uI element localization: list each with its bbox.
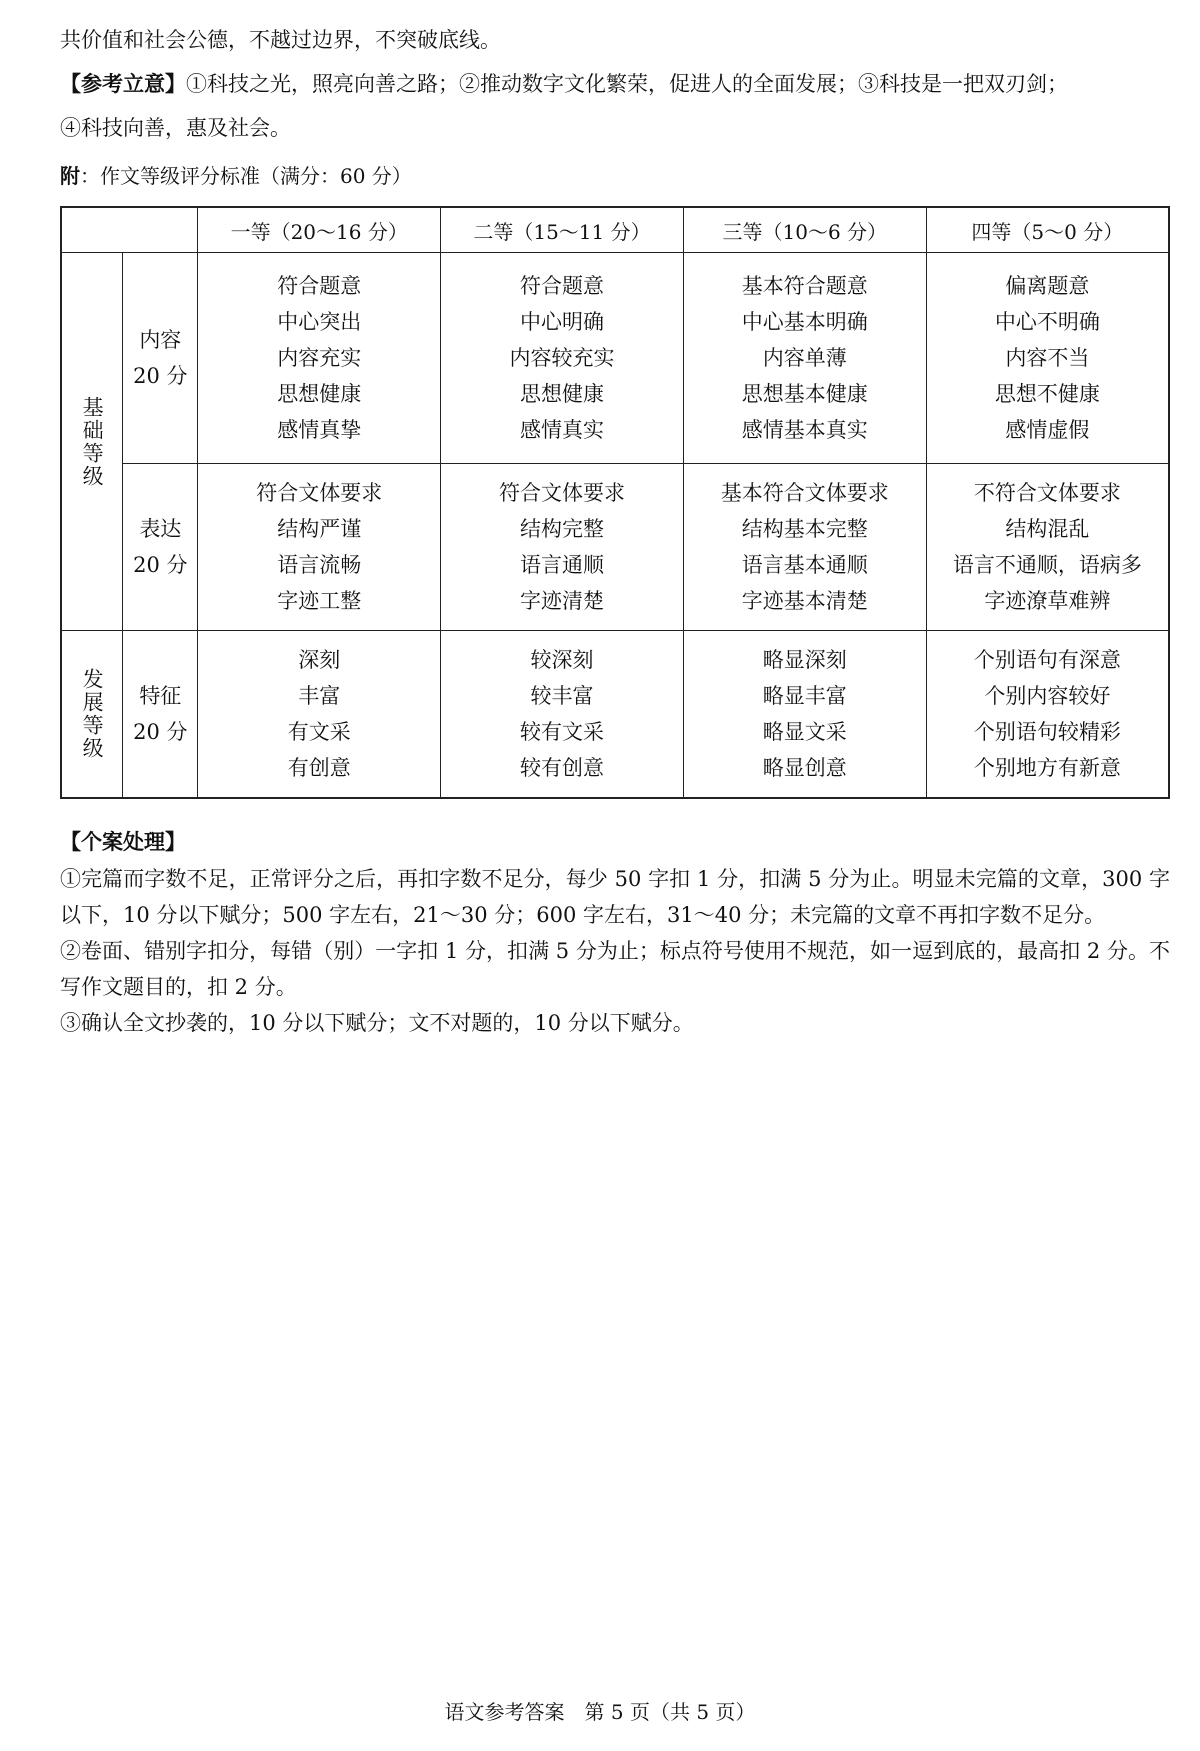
page-footer: 语文参考答案 第 5 页（共 5 页） <box>444 1700 756 1724</box>
row-content-label <box>123 253 198 464</box>
row-feature-label <box>123 631 198 799</box>
cell-text: 思想基本健康 <box>741 382 868 406</box>
cell-text: 略显文采 <box>762 720 847 744</box>
grading-table <box>60 206 1170 799</box>
expression-grade-3-cell <box>683 464 926 631</box>
cell-text: 感情真挚 <box>277 418 362 442</box>
row-expression-score: 20 分 <box>133 553 188 577</box>
cell-text: 较深刻 <box>530 648 594 672</box>
cell-text: 有文采 <box>287 720 351 744</box>
cell-text: 略显创意 <box>762 756 847 780</box>
cell-text: 深刻 <box>298 648 341 672</box>
cell-text: 思想健康 <box>520 382 604 406</box>
cell-text: 符合文体要求 <box>499 481 625 505</box>
reference-ideas-text-2: ④科技向善，惠及社会。 <box>60 116 291 140</box>
cell-text: 个别语句较精彩 <box>973 720 1121 744</box>
grading-header-row <box>61 207 1169 253</box>
content-grade-1-cell <box>198 253 441 464</box>
appendix-label: 附 <box>60 164 80 188</box>
content-grade-3-cell <box>683 253 926 464</box>
content-grade-2-cell <box>441 253 684 464</box>
cell-text: 结构基本完整 <box>741 517 868 541</box>
case-handling-section <box>60 823 1170 1041</box>
cell-text: 结构严谨 <box>277 517 362 541</box>
feature-grade-3-cell <box>683 631 926 799</box>
cell-text: 语言基本通顺 <box>741 553 868 577</box>
case-item-1: ①完篇而字数不足，正常评分之后，再扣字数不足分，每少 50 字扣 1 分，扣满 5 分为止。明显未完篇的文章，300 字以下，10 分以下赋分；500 字左右，21～30 分；600 字左右，31～40 分；未完篇的文章不再扣字数不足分。 <box>60 867 1170 927</box>
feature-grade-1-cell <box>198 631 441 799</box>
cell-text: 基本符合文体要求 <box>720 481 889 505</box>
cell-text: 内容充实 <box>277 346 362 370</box>
cell-text: 中心突出 <box>277 310 362 334</box>
cell-text: 字迹工整 <box>277 589 362 613</box>
cell-text: 符合题意 <box>520 274 604 298</box>
cell-text: 语言通顺 <box>520 553 604 577</box>
cell-text: 不符合文体要求 <box>973 481 1121 505</box>
cell-text: 思想健康 <box>277 382 362 406</box>
cell-text: 字迹潦草难辨 <box>984 589 1111 613</box>
header-grade-1: 一等（20～16 分） <box>198 207 441 253</box>
cell-text: 略显深刻 <box>762 648 847 672</box>
expression-grade-4-cell <box>926 464 1169 631</box>
cell-text: 符合题意 <box>277 274 362 298</box>
cell-text: 结构混乱 <box>1005 517 1090 541</box>
row-content-name: 内容 <box>139 328 182 352</box>
feature-grade-2-cell <box>441 631 684 799</box>
cell-text: 思想不健康 <box>994 382 1100 406</box>
cell-text: 较丰富 <box>530 684 594 708</box>
row-feature-name: 特征 <box>139 684 182 708</box>
cell-text: 感情真实 <box>520 418 604 442</box>
cell-text: 中心基本明确 <box>741 310 868 334</box>
cell-text: 语言流畅 <box>277 553 362 577</box>
group-basic-label: 基础等级 <box>80 395 105 488</box>
cell-text: 较有创意 <box>520 756 604 780</box>
page-body <box>60 18 1170 1035</box>
cell-text: 内容不当 <box>1005 346 1090 370</box>
cell-text: 结构完整 <box>520 517 604 541</box>
group-development-label: 发展等级 <box>80 668 105 760</box>
reference-ideas-line-1 <box>60 62 1162 106</box>
row-expression-label <box>123 464 198 631</box>
intro-line: 共价值和社会公德，不越过边界，不突破底线。 <box>60 28 501 52</box>
appendix-title <box>60 156 1162 196</box>
cell-text: 偏离题意 <box>1005 274 1090 298</box>
cell-text: 有创意 <box>287 756 351 780</box>
cell-text: 语言不通顺，语病多 <box>952 553 1142 577</box>
expression-grade-1-cell <box>198 464 441 631</box>
cell-text: 丰富 <box>298 684 341 708</box>
cell-text: 内容较充实 <box>509 346 615 370</box>
header-grade-3: 三等（10～6 分） <box>683 207 926 253</box>
feature-grade-4-cell <box>926 631 1169 799</box>
cell-text: 内容单薄 <box>762 346 847 370</box>
case-handling-title: 【个案处理】 <box>60 830 186 854</box>
expression-grade-2-cell <box>441 464 684 631</box>
group-basic <box>61 253 123 631</box>
cell-text: 个别语句有深意 <box>973 648 1121 672</box>
header-grade-2: 二等（15～11 分） <box>441 207 684 253</box>
row-expression-name: 表达 <box>139 517 182 541</box>
cell-text: 中心不明确 <box>994 310 1100 334</box>
row-feature <box>61 631 1169 799</box>
header-grade-4: 四等（5～0 分） <box>926 207 1169 253</box>
cell-text: 符合文体要求 <box>256 481 383 505</box>
cell-text: 感情虚假 <box>1005 418 1090 442</box>
appendix-text: ：作文等级评分标准（满分：60 分） <box>80 164 412 188</box>
header-blank-cell <box>61 207 198 253</box>
group-development <box>61 631 123 799</box>
cell-text: 基本符合题意 <box>741 274 868 298</box>
row-content <box>61 253 1169 464</box>
cell-text: 字迹清楚 <box>520 589 604 613</box>
cell-text: 中心明确 <box>520 310 604 334</box>
row-expression <box>61 464 1169 631</box>
reference-ideas-label: 【参考立意】 <box>60 72 186 96</box>
cell-text: 感情基本真实 <box>741 418 868 442</box>
cell-text: 个别地方有新意 <box>973 756 1121 780</box>
content-grade-4-cell <box>926 253 1169 464</box>
cell-text: 略显丰富 <box>762 684 847 708</box>
row-feature-score: 20 分 <box>133 720 188 744</box>
cell-text: 个别内容较好 <box>984 684 1111 708</box>
reference-ideas-text-1: ①科技之光，照亮向善之路；②推动数字文化繁荣，促进人的全面发展；③科技是一把双刃剑； <box>186 72 1068 96</box>
cell-text: 较有文采 <box>520 720 604 744</box>
cell-text: 字迹基本清楚 <box>741 589 868 613</box>
case-item-2: ②卷面、错别字扣分，每错（别）一字扣 1 分，扣满 5 分为止；标点符号使用不规范，如一逗到底的，最高扣 2 分。不写作文题目的，扣 2 分。 <box>60 939 1170 999</box>
row-content-score: 20 分 <box>133 364 188 388</box>
case-item-3: ③确认全文抄袭的，10 分以下赋分；文不对题的，10 分以下赋分。 <box>60 1011 694 1035</box>
